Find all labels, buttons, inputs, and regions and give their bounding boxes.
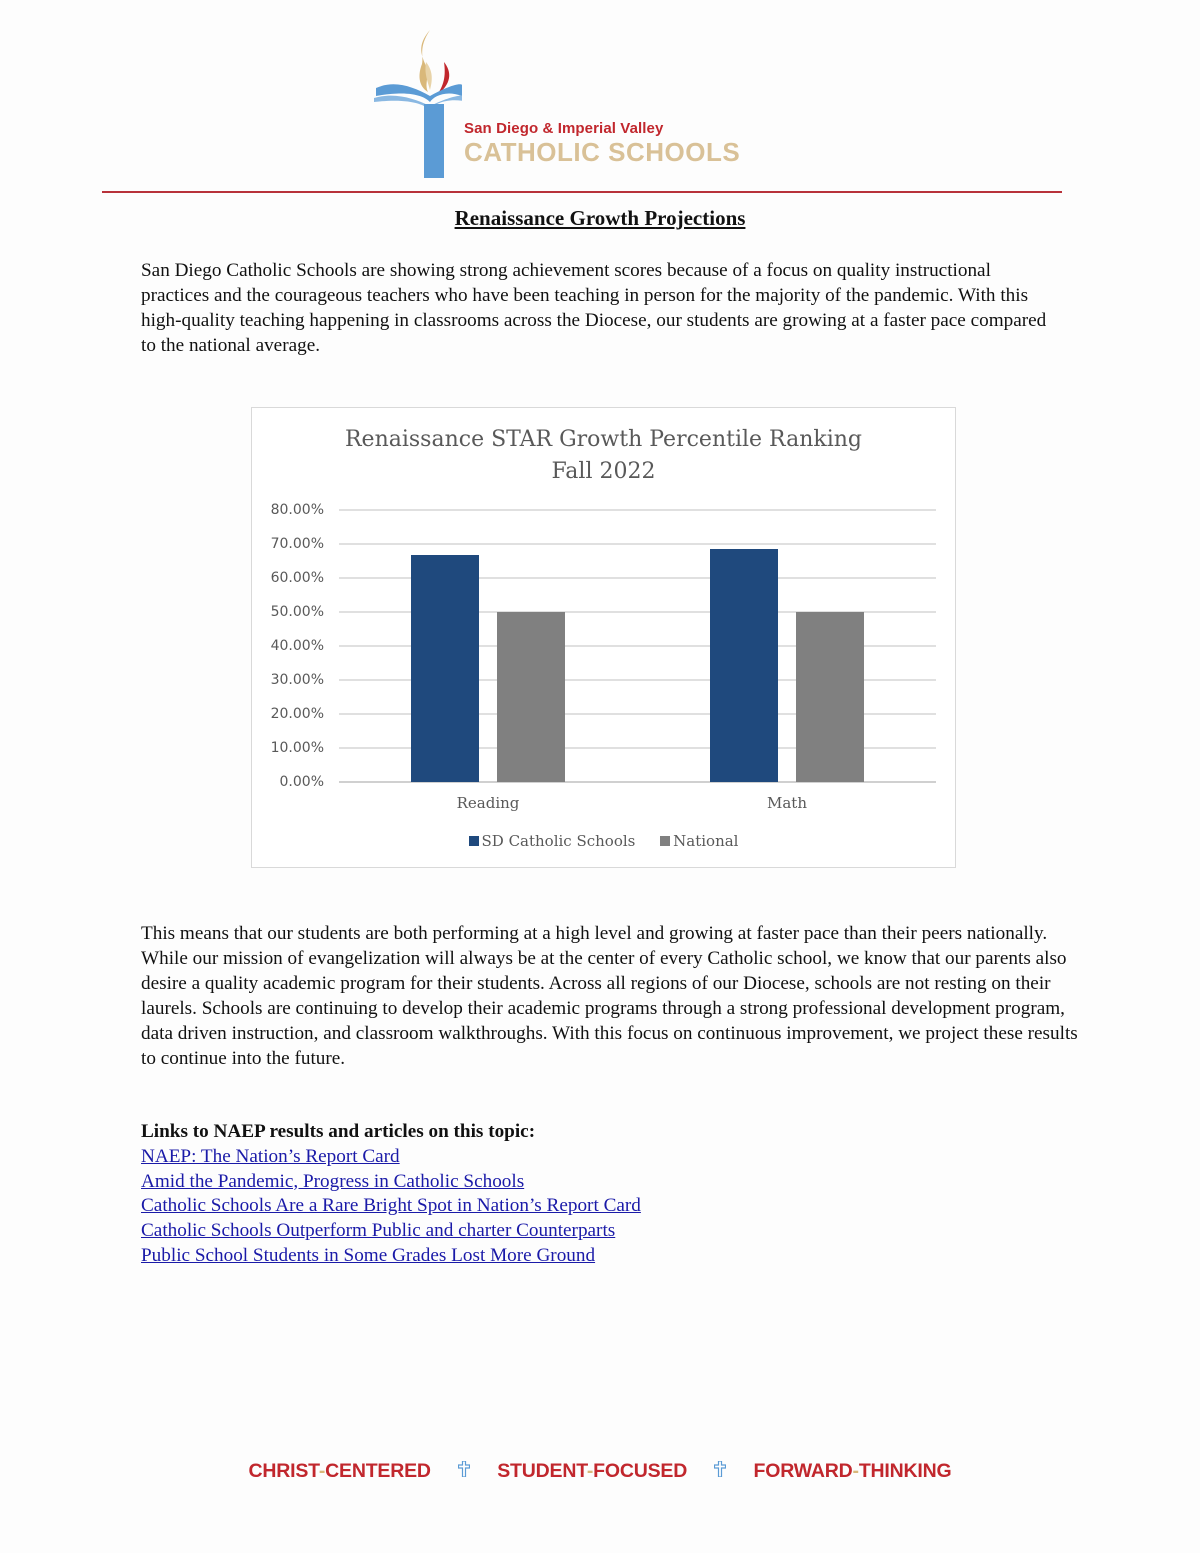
y-tick: 80.00% <box>270 502 324 518</box>
links-heading: Links to NAEP results and articles on this topic: <box>141 1121 536 1142</box>
legend-label: National <box>673 832 739 850</box>
header-divider <box>102 191 1062 193</box>
legend-item-sd-catholic <box>469 832 636 850</box>
x-label-reading: Reading <box>456 794 520 812</box>
bar-math-national <box>796 612 864 782</box>
links-section <box>141 1120 641 1269</box>
motto-christ-centered: CHRIST-CENTERED <box>248 1460 431 1482</box>
chart-title <box>252 424 955 488</box>
cross-icon <box>458 1460 470 1483</box>
motto-forward-thinking: FORWARD-THINKING <box>753 1460 952 1482</box>
link-amid-pandemic-progress[interactable]: Amid the Pandemic, Progress in Catholic Schools <box>141 1170 525 1192</box>
intro-paragraph: San Diego Catholic Schools are showing strong achievement scores because of a focus on quality instructional practices and the courageous teachers who have been teaching in person for the majority of the pandemic. With this high-quality teaching happening in classrooms across the Diocese, our students are growing at a faster pace compared to the national average. <box>141 260 1047 356</box>
link-public-students-lost-ground[interactable]: Public School Students in Some Grades Lost More Ground <box>141 1244 596 1266</box>
logo-line2: CATHOLIC SCHOOLS <box>464 137 741 167</box>
legend-swatch-gray <box>660 836 670 846</box>
link-naep-report-card[interactable]: NAEP: The Nation’s Report Card <box>141 1145 400 1167</box>
y-tick: 40.00% <box>270 638 324 654</box>
logo-text <box>464 120 740 165</box>
legend-swatch-blue <box>469 836 479 846</box>
chart-legend <box>252 832 955 850</box>
y-tick: 60.00% <box>270 570 324 586</box>
bar-reading-national <box>497 612 565 782</box>
bar-reading-sd-catholic-schools <box>411 555 479 782</box>
chart-title-line1: Renaissance STAR Growth Percentile Ranking <box>344 427 863 452</box>
y-tick: 0.00% <box>279 774 324 790</box>
link-outperform-public-charter[interactable]: Catholic Schools Outperform Public and charter Counterparts <box>141 1220 616 1242</box>
bar-math-sd-catholic-schools <box>710 549 778 782</box>
y-tick: 50.00% <box>270 604 324 620</box>
y-tick: 10.00% <box>270 740 324 756</box>
footer-mottos <box>0 1460 1200 1483</box>
body-paragraph: This means that our students are both performing at a high level and growing at faster pace than their peers nationally. While our mission of evangelization will always be at the center of every Catholic school, we know that our parents also desire a quality academic program for their students. Across all regions of our Diocese, schools are not resting on their laurels. Schools are continuing to develop their academic programs through a strong professional development program, data driven instruction, and classroom walkthroughs. With this focus on continuous improvement, we project these results to continue into the future. <box>141 923 1078 1069</box>
y-tick: 70.00% <box>270 536 324 552</box>
x-label-math: Math <box>767 794 807 812</box>
page-title: Renaissance Growth Projections <box>454 206 746 230</box>
y-tick: 30.00% <box>270 672 324 688</box>
gridline <box>339 543 936 545</box>
legend-item-national <box>660 832 738 850</box>
link-rare-bright-spot[interactable]: Catholic Schools Are a Rare Bright Spot in Nation’s Report Card <box>141 1195 641 1217</box>
logo-line1: San Diego & Imperial Valley <box>464 120 664 137</box>
motto-student-focused: STUDENT-FOCUSED <box>497 1460 688 1482</box>
bar-chart <box>251 407 956 868</box>
legend-label: SD Catholic Schools <box>481 832 636 850</box>
cross-icon <box>714 1460 726 1483</box>
logo <box>372 26 762 181</box>
y-tick: 20.00% <box>270 706 324 722</box>
chart-title-line2: Fall 2022 <box>551 459 656 484</box>
gridline <box>339 509 936 511</box>
torch-book-cross-icon <box>372 26 462 181</box>
